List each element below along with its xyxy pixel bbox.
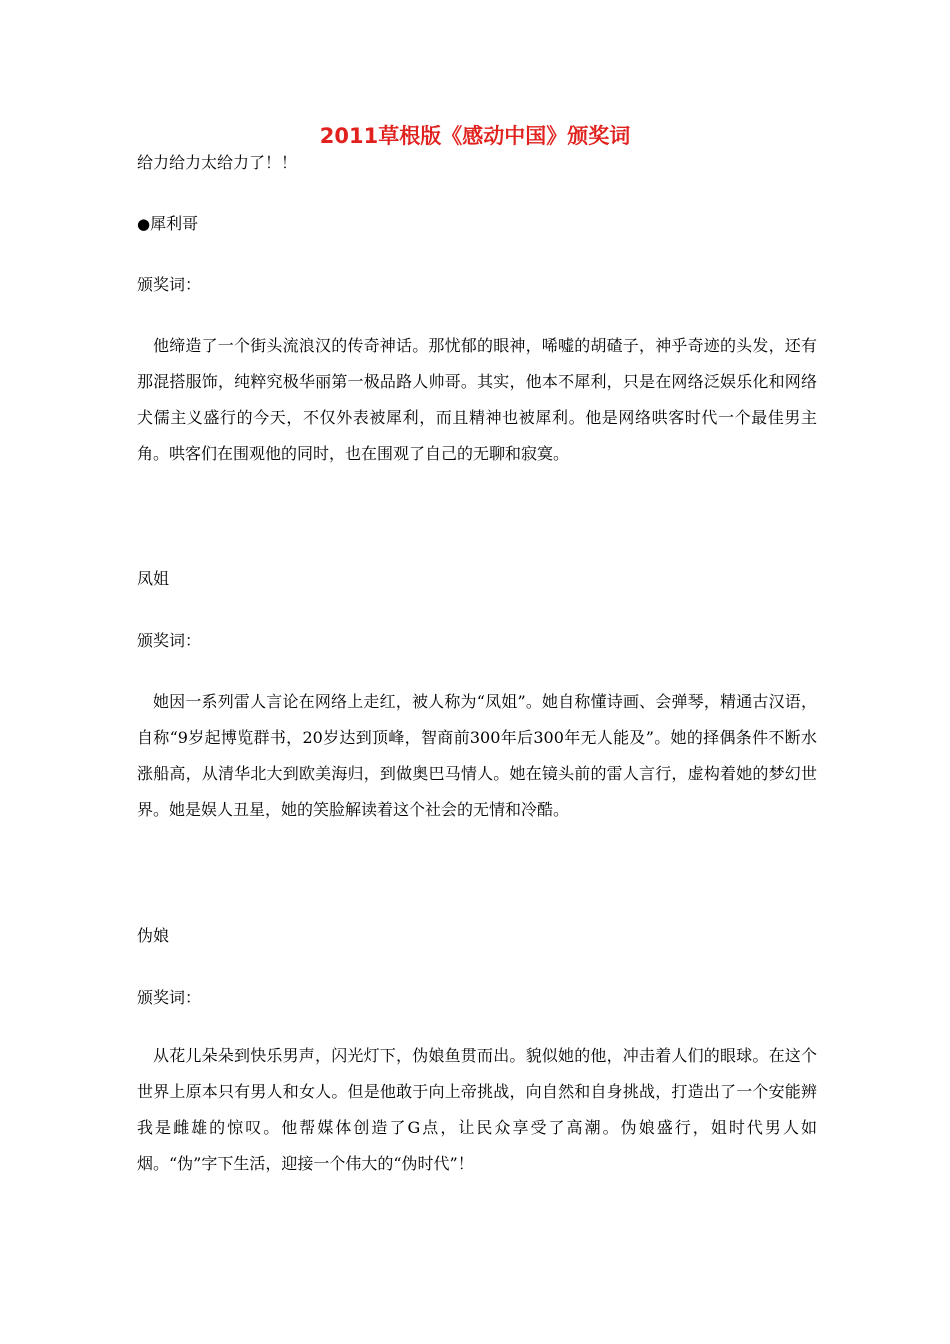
- award-label: 颁奖词：: [137, 631, 202, 650]
- section-heading-weiniang: 伪娘: [137, 926, 170, 945]
- award-text: 他缔造了一个街头流浪汉的传奇神话。那忧郁的眼神，唏嘘的胡碴子，神乎奇迹的头发，还有那混搭服饰，纯粹究极华丽第一极品路人帅哥。其实，他本不犀利，只是在网络泛娱乐化和网络犬儒主义盛行的今天，不仅外表被犀利，而且精神也被犀利。他是网络哄客时代一个最佳男主角。哄客们在围观他的同时，也在围观了自己的无聊和寂寞。: [137, 336, 817, 463]
- award-label: 颁奖词：: [137, 988, 202, 1007]
- bullet-icon: ●: [137, 215, 151, 233]
- section-heading-fengjie: 凤姐: [137, 569, 170, 588]
- award-label: 颁奖词：: [137, 275, 202, 294]
- award-text: 她因一系列雷人言论在网络上走红，被人称为“凤姐”。她自称懂诗画、会弹琴，精通古汉语，自称“9岁起博览群书，20岁达到顶峰，智商前300年后300年无人能及”。她的择偶条件不断水涨船高，从清华北大到欧美海归，到做奥巴马情人。她在镜头前的雷人言行，虚构着她的梦幻世界。她是娱人丑星，她的笑脸解读着这个社会的无情和冷酷。: [137, 692, 817, 819]
- award-text: 从花儿朵朵到快乐男声，闪光灯下，伪娘鱼贯而出。貌似她的他，冲击着人们的眼球。在这个世界上原本只有男人和女人。但是他敢于向上帝挑战，向自然和自身挑战，打造出了一个安能辨我是雌雄的惊叹。他帮媒体创造了G点，让民众享受了高潮。伪娘盛行，姐时代男人如烟。“伪”字下生活，迎接一个伟大的“伪时代”！: [137, 1046, 817, 1173]
- section-name: 犀利哥: [150, 214, 199, 233]
- intro-text: 给力给力太给力了！！: [137, 153, 298, 172]
- document-title: 2011草根版《感动中国》颁奖词: [319, 124, 631, 148]
- section-heading-xiligge: [137, 212, 817, 236]
